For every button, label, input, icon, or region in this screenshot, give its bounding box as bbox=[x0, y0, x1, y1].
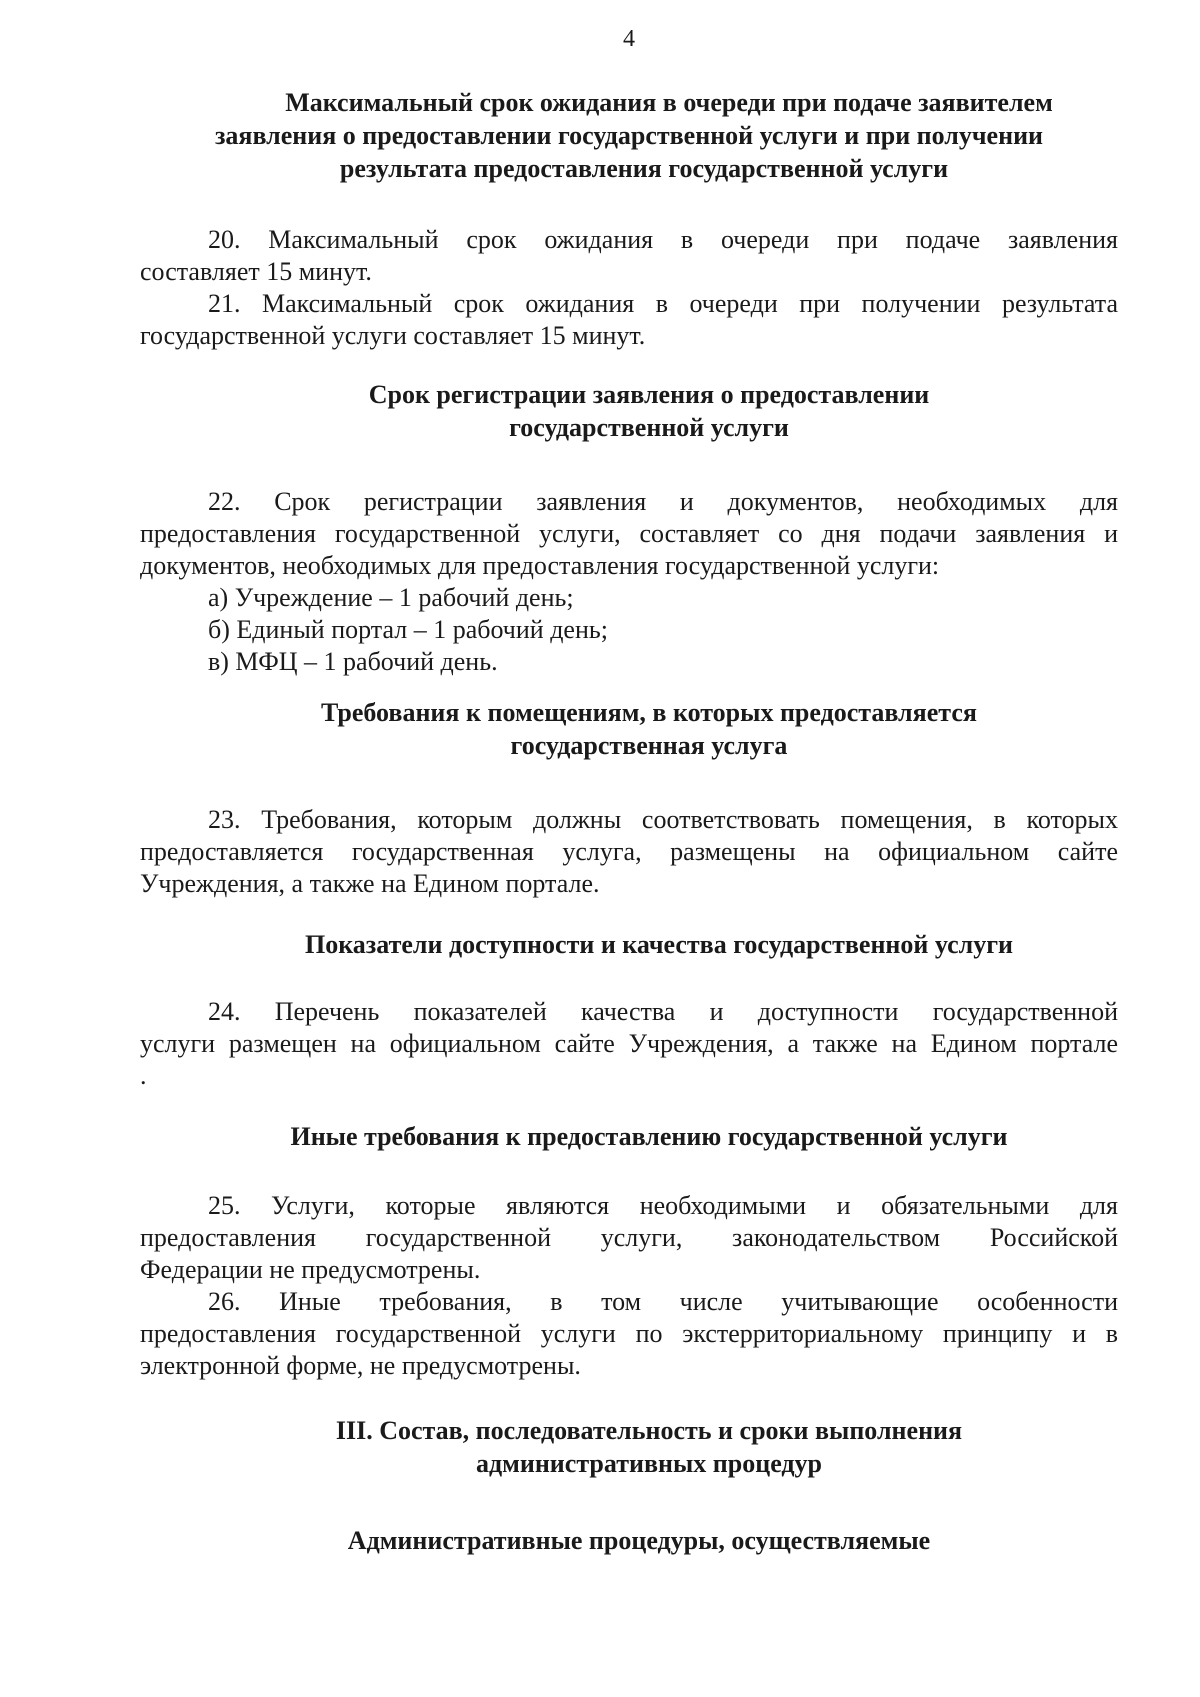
heading-line: Показатели доступности и качества государственной услуги bbox=[304, 930, 1014, 959]
heading-line: государственная услуга bbox=[510, 731, 788, 760]
list-item: в) МФЦ – 1 рабочий день. bbox=[208, 647, 498, 676]
paragraph-line: государственной услуги составляет 15 минут. bbox=[140, 321, 646, 350]
heading-line: заявления о предоставлении государственной услуги и при получении bbox=[214, 121, 1044, 150]
paragraph-21 bbox=[140, 288, 1118, 352]
heading-line: результата предоставления государственной услуги bbox=[339, 154, 949, 183]
paragraph-24 bbox=[140, 996, 1118, 1092]
paragraph-20 bbox=[140, 224, 1118, 288]
paragraph-line: 25. Услуги, которые являются необходимыми и обязательными для bbox=[208, 1191, 1118, 1220]
heading-other-requirements bbox=[140, 1120, 1118, 1153]
heading-registration bbox=[140, 378, 1118, 444]
page-number: 4 bbox=[623, 26, 635, 52]
paragraph-line: услуги размещен на официальном сайте Учреждения, а также на Едином портале bbox=[140, 1029, 1118, 1058]
paragraph-line: 23. Требования, которым должны соответствовать помещения, в которых bbox=[208, 805, 1118, 834]
paragraph-line: 20. Максимальный срок ожидания в очереди при подаче заявления bbox=[208, 225, 1118, 254]
paragraph-line: предоставления государственной услуги по экстерриториальному принципу и в bbox=[140, 1319, 1118, 1348]
paragraph-line: 22. Срок регистрации заявления и документов, необходимых для bbox=[208, 487, 1118, 516]
heading-line: государственной услуги bbox=[509, 413, 789, 442]
paragraph-25 bbox=[140, 1190, 1118, 1286]
paragraph-line: 24. Перечень показателей качества и доступности государственной bbox=[208, 997, 1118, 1026]
paragraph-line: . bbox=[140, 1061, 147, 1090]
paragraph-line: Учреждения, а также на Едином портале. bbox=[140, 869, 600, 898]
paragraph-line: электронной форме, не предусмотрены. bbox=[140, 1351, 581, 1380]
paragraph-line: документов, необходимых для предоставления государственной услуги: bbox=[140, 551, 940, 580]
subheading-admin-procedures bbox=[140, 1524, 1118, 1557]
list-item: б) Единый портал – 1 рабочий день; bbox=[208, 615, 608, 644]
heading-chapter-3 bbox=[140, 1414, 1118, 1480]
paragraph-line: предоставляется государственная услуга, размещены на официальном сайте bbox=[140, 837, 1118, 866]
heading-line: Срок регистрации заявления о предоставлении bbox=[368, 380, 930, 409]
heading-line: Требования к помещениям, в которых предоставляется bbox=[321, 698, 977, 727]
list-item: а) Учреждение – 1 рабочий день; bbox=[208, 583, 574, 612]
paragraph-22 bbox=[140, 486, 1118, 678]
heading-waiting-time bbox=[140, 86, 1118, 185]
heading-line: Максимальный срок ожидания в очереди при подаче заявителем bbox=[285, 88, 1053, 117]
heading-indicators bbox=[140, 928, 1118, 961]
paragraph-line: составляет 15 минут. bbox=[140, 257, 372, 286]
heading-line: административных процедур bbox=[475, 1449, 823, 1478]
heading-line: Административные процедуры, осуществляемые bbox=[347, 1526, 931, 1555]
heading-premises bbox=[140, 696, 1118, 762]
paragraph-line: предоставления государственной услуги, законодательством Российской bbox=[140, 1223, 1118, 1252]
paragraph-line: предоставления государственной услуги, составляет со дня подачи заявления и bbox=[140, 519, 1118, 548]
paragraph-26 bbox=[140, 1286, 1118, 1382]
heading-line: Иные требования к предоставлению государственной услуги bbox=[290, 1122, 1008, 1151]
paragraph-line: Федерации не предусмотрены. bbox=[140, 1255, 481, 1284]
paragraph-23 bbox=[140, 804, 1118, 900]
paragraph-line: 21. Максимальный срок ожидания в очереди при получении результата bbox=[208, 289, 1118, 318]
heading-line: III. Состав, последовательность и сроки выполнения bbox=[335, 1416, 963, 1445]
paragraph-line: 26. Иные требования, в том числе учитывающие особенности bbox=[208, 1287, 1118, 1316]
